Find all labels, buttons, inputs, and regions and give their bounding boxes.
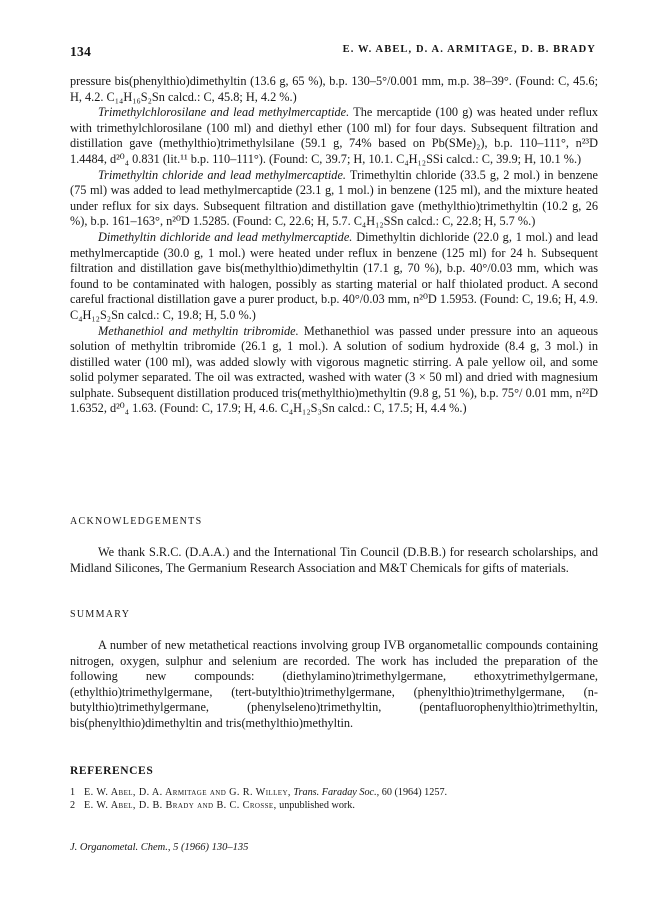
journal-citation-footer: J. Organometal. Chem., 5 (1966) 130–135 [70, 842, 249, 853]
subheading-trimethyltin-chloride: Trimethyltin chloride and lead methylmercaptide. [98, 167, 346, 182]
summary-section [70, 608, 598, 732]
reference-number: 2 [70, 800, 76, 811]
reference-number: 1 [70, 787, 76, 798]
experimental-section [70, 74, 598, 417]
running-head: E. W. ABEL, D. A. ARMITAGE, D. B. BRADY [342, 44, 596, 55]
paragraph-trimethylchlorosilane [70, 105, 598, 167]
reference-authors: E. W. Abel, D. A. Armitage and G. R. Willey, [84, 787, 291, 798]
paragraph-trimethyltin-chloride [70, 168, 598, 230]
paragraph-text: Methanethiol was passed under pressure into an aqueous solution of methyltin tribromide (26.1 g, 1 mol.). A solution of sodium hydroxide (8.4 g, 3 mol.) in distilled water (100 ml), was added slowly with vigorous magnetic stirring. A pale yellow oil, and some solid polymer separated. The oil was extracted, washed with water (3 × 50 ml) and dried with magnesium sulphate. Subsequent distillation produced tris(methylthio)methyltin (9.8 g, 51 %), b.p. 75°/ 0.01 mm, n²²D 1.6352, d²⁰₄ 1.63. (Found: C, 17.9; H, 4.6. C₄H₁₂S₃Sn calcd.: C, 17.5; H, 4.4 %.) [70, 323, 598, 416]
references-heading: REFERENCES [70, 765, 154, 777]
paragraph-dimethyltin-dichloride [70, 230, 598, 324]
paragraph-text: The mercaptide (100 g) was heated under reflux with trimethylchlorosilane (100 ml) and diethyl ether (100 ml) for four days. Subsequent filtration and distillation gave (methylthio)trimethylsilane (59.1 g, 74% based on Pb(SMe)₂), b.p. 110–111°, n²³D 1.4484, d²⁰₄ 0.831 (lit.¹¹ b.p. 110–111°). (Found: C, 39.7; H, 10.1. C₄H₁₂SSi calcd.: C, 39.9; H, 10.1 %.) [70, 105, 599, 166]
page-header [70, 44, 596, 62]
paragraph-text: Trimethyltin chloride (33.5 g, 2 mol.) in benzene (75 ml) was added to lead methylmercaptide (23.1 g, 1 mol.) in benzene (125 ml), and the mixture heated under reflux for six days. Subsequent filtration and distillation gave (methylthio)trimethyltin (10.2 g, 26 %), b.p. 161–163°, n²⁰D 1.5285. (Found: C, 22.6; H, 5.7. C₄H₁₂SSn calcd.: C, 22.8; H, 5.7 %.) [70, 167, 598, 229]
reference-item [70, 786, 598, 799]
summary-text: A number of new metathetical reactions involving group IVB organometallic compounds containing nitrogen, oxygen, sulphur and selenium are recorded. The work has included the preparation of the following new compounds: (diethylamino)trimethylgermane, ethoxytrimethylgermane, (ethylthio)trimethylgermane, (tert-butylthio)trimethylgermane, (phenylthio)trimethylgermane, (n-butylthio)trimethylgermane, (phenylseleno)trimethyltin, (pentafluorophenylthio)trimethyltin, bis(phenylthio)dimethyltin and tris(methylthio)methyltin. [70, 638, 598, 730]
subheading-methanethiol: Methanethiol and methyltin tribromide. [98, 323, 299, 338]
summary-heading: SUMMARY [70, 609, 131, 620]
acknowledgements-heading: ACKNOWLEDGEMENTS [70, 516, 203, 527]
acknowledgements-text: We thank S.R.C. (D.A.A.) and the International Tin Council (D.B.B.) for research scholarships, and Midland Silicones, The Germanium Research Association and M&T Chemicals for gifts of materials. [70, 545, 598, 575]
reference-authors: E. W. Abel, D. B. Brady and B. C. Crosse, [84, 800, 277, 811]
reference-details: unpublished work. [276, 800, 355, 811]
reference-item [70, 799, 598, 812]
paragraph-continued: pressure bis(phenylthio)dimethyltin (13.6 g, 65 %), b.p. 130–5°/0.001 mm, m.p. 38–39°. (Found: C, 45.6; H, 4.2. C₁₄H₁₆S₂Sn calcd.: C, 45.8; H, 4.2 %.) [70, 74, 598, 104]
acknowledgements-section [70, 515, 598, 576]
reference-details: 60 (1964) 1257. [379, 787, 448, 798]
subheading-trimethylchlorosilane: Trimethylchlorosilane and lead methylmercaptide. [98, 105, 350, 120]
paragraph-text: Dimethyltin dichloride (22.0 g, 1 mol.) and lead methylmercaptide (30.0 g, 1 mol.) were heated under reflux in benzene (125 ml) for 24 h. Subsequent filtration and distillation gave bis(methylthio)dimethyltin (17.1 g, 70 %), b.p. 40°/0.03 mm, which was found to be contaminated with halogen, possibly as starting material or half thiolated product. A second careful fractional distillation gave a purer product, b.p. 40°/0.03 mm, n²⁰D 1.5953. (Found: C, 19.6; H, 4.9. C₄H₁₂S₂Sn calcd.: C, 19.8; H, 5.0 %.) [70, 229, 598, 322]
reference-journal: Trans. Faraday Soc., [290, 787, 380, 798]
page-number: 134 [70, 44, 92, 59]
subheading-dimethyltin-dichloride: Dimethyltin dichloride and lead methylmercaptide. [98, 229, 353, 244]
paragraph-methanethiol [70, 324, 598, 418]
